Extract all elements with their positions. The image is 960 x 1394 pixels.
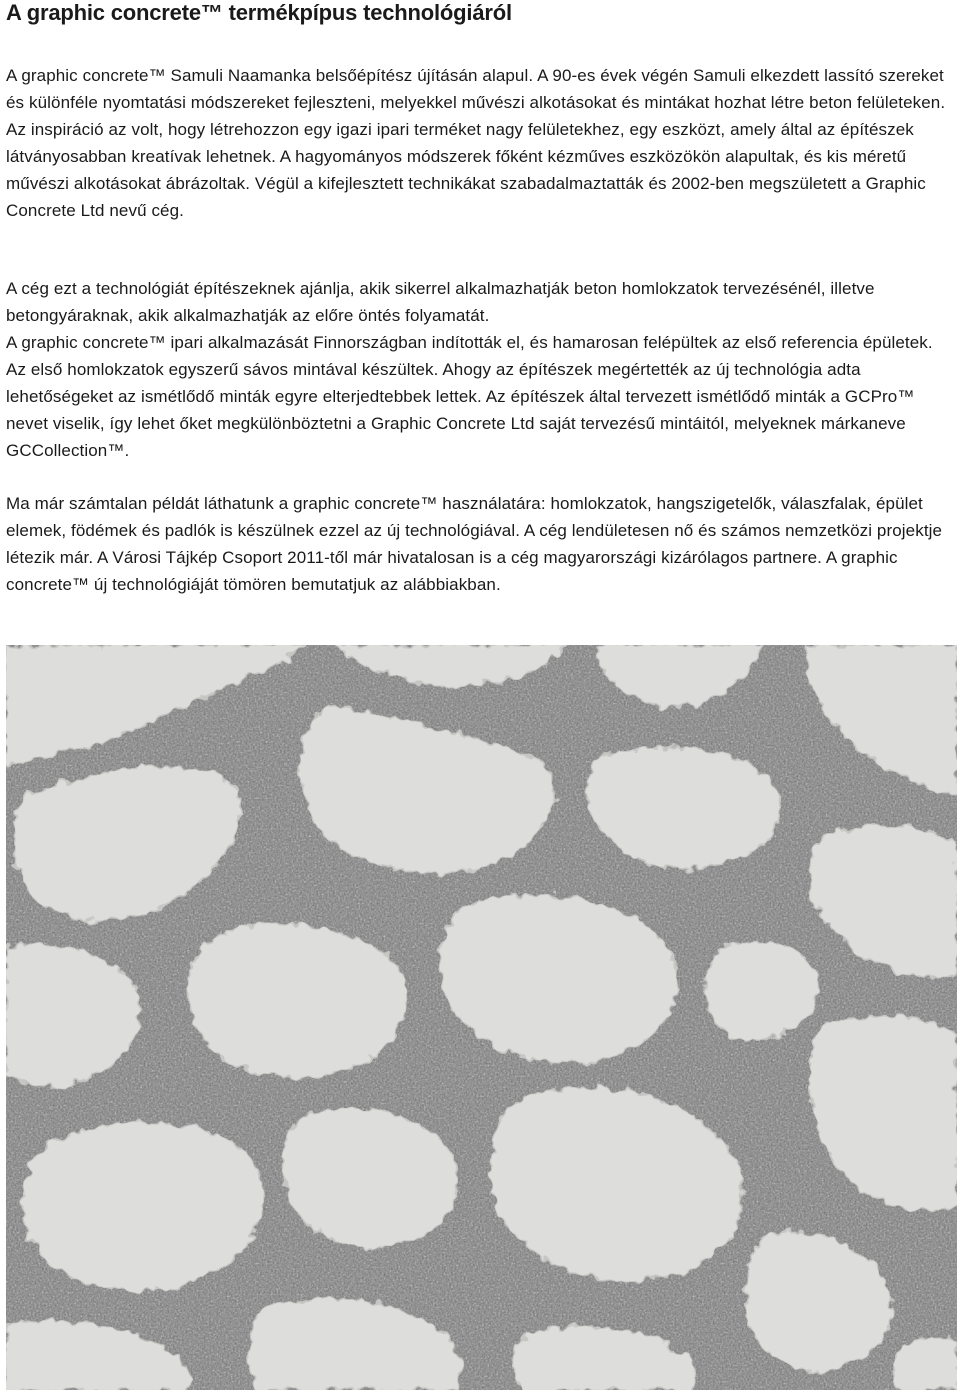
paragraph-finland: A graphic concrete™ ipari alkalmazását Finnországban indították el, és hamarosan felépültek az első referencia épületek. Az első homlokzatok egyszerű sávos mintával készültek. Ahogy az építészek megértették az új technológia adta lehetőségeket az ismétlődő minták egyre elterjedtebbek lettek. Az építészek által tervezett ismétlődő minták a GCPro™ nevet viselik, így lehet őket megkülönböztetni a Graphic Concrete Ltd saját tervezésű mintáitól, melyeknek márkaneve GCCollection™. bbox=[6, 333, 933, 460]
photo-shading bbox=[6, 645, 957, 1390]
page-title: A graphic concrete™ termékpípus technológiáról bbox=[6, 0, 512, 25]
paragraph-inspiration: Az inspiráció az volt, hogy létrehozzon egy igazi ipari terméket nagy felületekhez, egy eszközt, amely által az építészek látványosabban kreatívak lehetnek. A hagyományos módszerek főként kézműves eszközökön alapultak, és kis méretű művészi alkotásokat ábrázoltak. Végül a kifejlesztett technikákat szabadalmaztatták és 2002-ben megszületett a Graphic Concrete Ltd nevű cég. bbox=[6, 120, 926, 220]
concrete-pattern-illustration bbox=[6, 645, 957, 1390]
paragraph-offer: A cég ezt a technológiát építészeknek ajánlja, akik sikerrel alkalmazhatják beton homlokzatok tervezésénél, illetve betongyáraknak, akik alkalmazhatják az előre öntés folyamatát. bbox=[6, 279, 875, 325]
today-section bbox=[6, 490, 956, 598]
intro-section bbox=[6, 62, 956, 224]
paragraph-today: Ma már számtalan példát láthatunk a graphic concrete™ használatára: homlokzatok, hangszigetelők, válaszfalak, épület elemek, födémek és padlók is készülnek ezzel az új technológiával. A cég lendületesen nő és számos nemzetközi projektje létezik már. A Városi Tájkép Csoport 2011-től már hivatalosan is a cég magyarországi kizárólagos partnere. A graphic concrete™ új technológiáját tömören bemutatjuk az alábbiakban. bbox=[6, 494, 943, 594]
paragraph-origin: A graphic concrete™ Samuli Naamanka belsőépítész újításán alapul. A 90-es évek végén Samuli elkezdett lassító szereket és különféle nyomtatási módszereket fejleszteni, melyekkel művészi alkotásokat és mintákat hozhat létre beton felületeken. bbox=[6, 66, 946, 112]
company-section bbox=[6, 275, 956, 464]
concrete-surface-photo bbox=[6, 645, 957, 1390]
